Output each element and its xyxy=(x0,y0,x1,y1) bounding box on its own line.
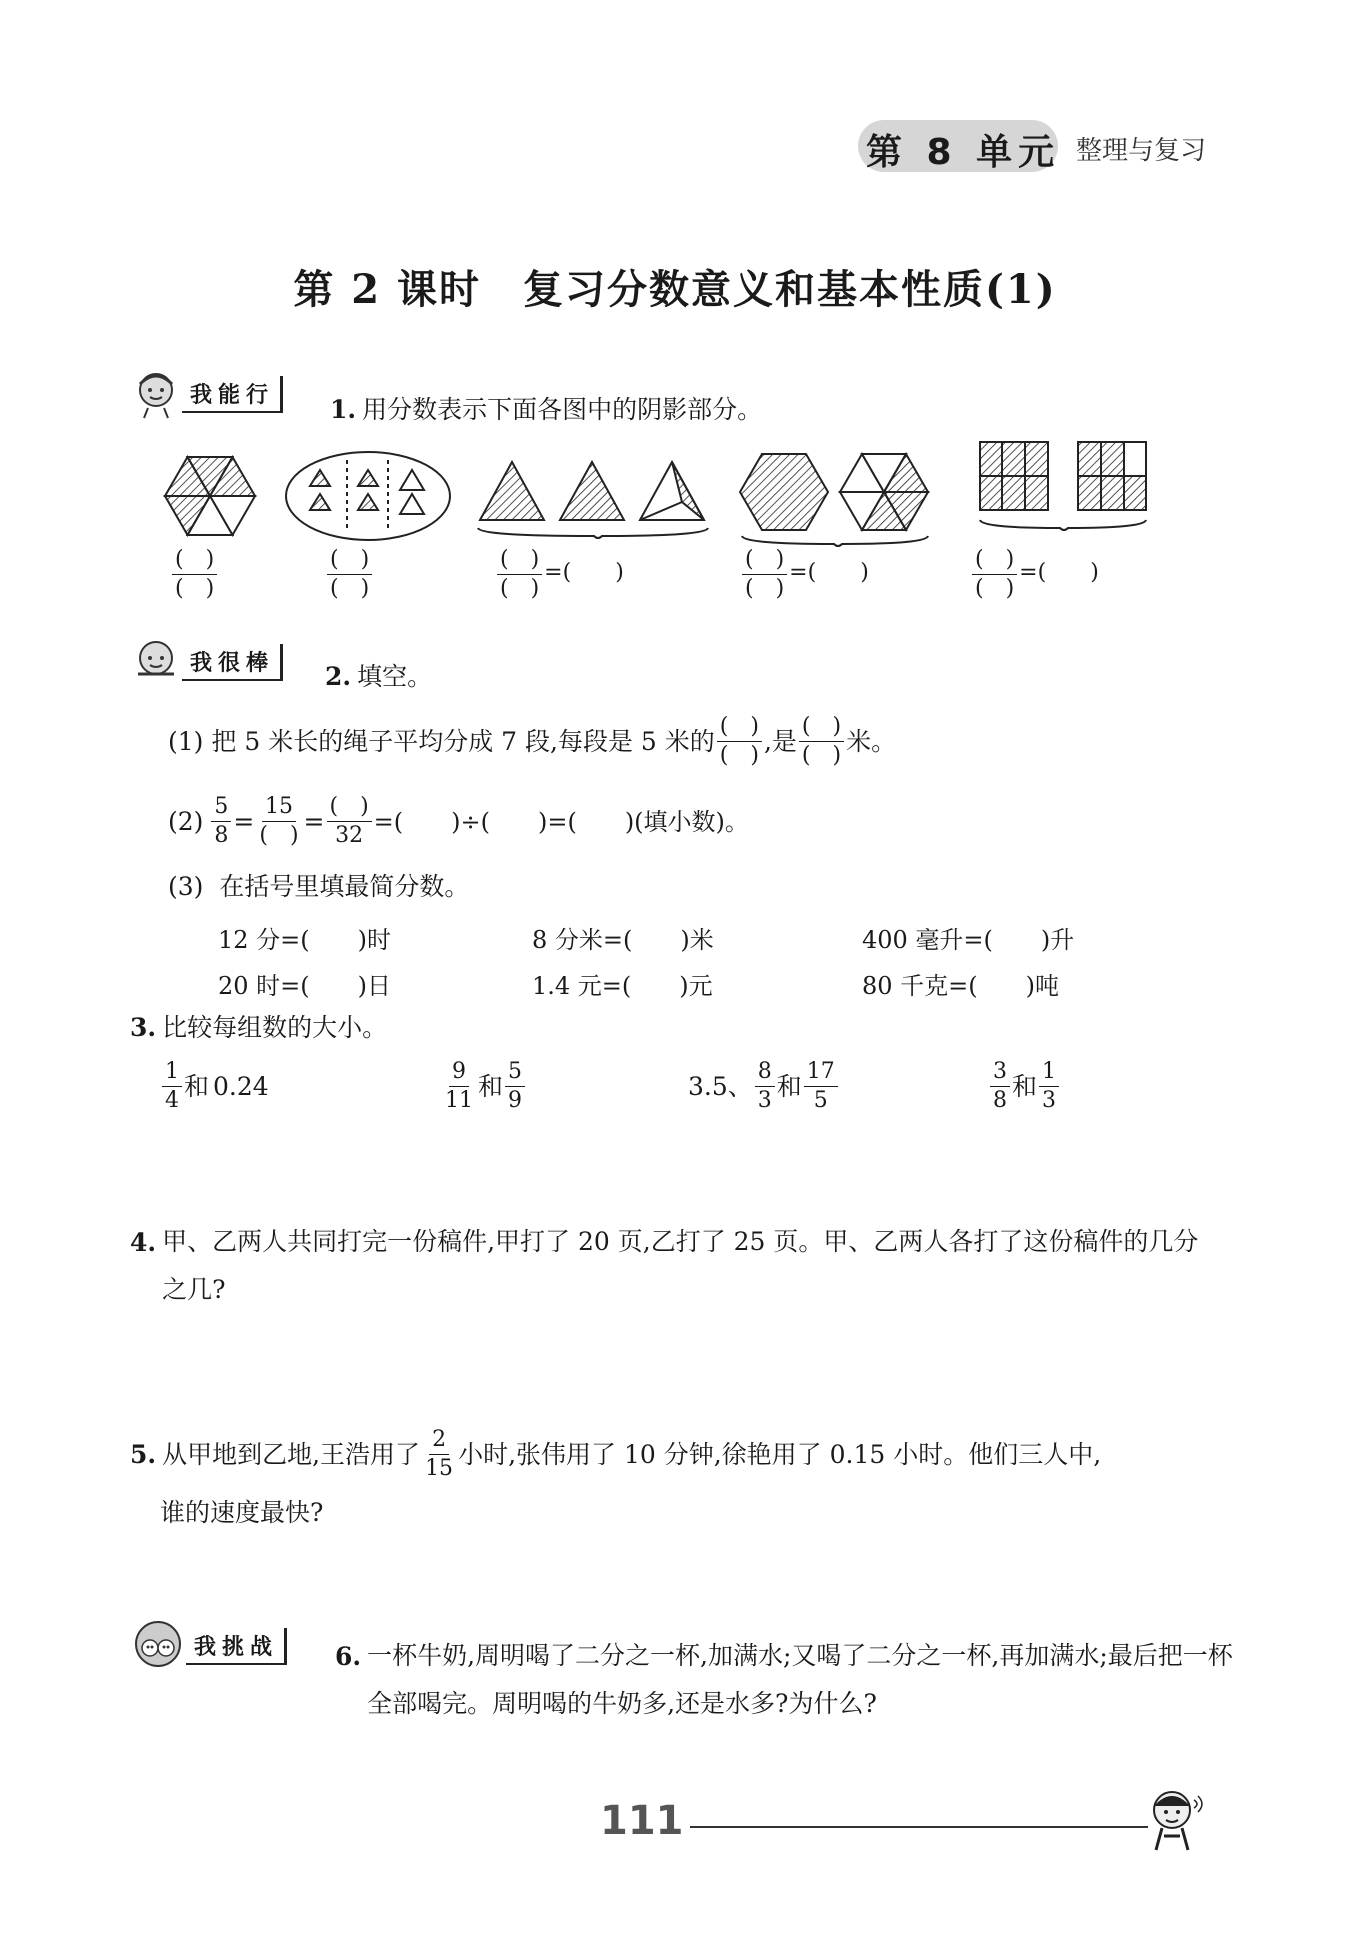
blank[interactable]: ( ) xyxy=(327,795,372,822)
blank[interactable]: ( ) xyxy=(327,548,372,575)
fraction-num: 1 xyxy=(162,1060,182,1087)
part-text: =( )÷( )=( )(填小数)。 xyxy=(373,807,749,836)
question-5-line-2: 谁的速度最快? xyxy=(160,1498,324,1527)
question-number: 3. xyxy=(130,1013,157,1042)
blank[interactable]: ( ) xyxy=(719,743,759,769)
question-4 xyxy=(130,1227,1222,1314)
blank[interactable]: ( ) xyxy=(330,576,370,602)
question-number: 1. xyxy=(330,395,357,424)
equals-blank[interactable]: =( ) xyxy=(544,560,624,586)
compare-group-2 xyxy=(440,1060,527,1113)
compare-group-4 xyxy=(988,1060,1061,1113)
equals-blank[interactable]: =( ) xyxy=(789,560,869,586)
question-2-part-1 xyxy=(168,715,896,768)
figure-three-triangles xyxy=(480,462,704,520)
fraction-den: 32 xyxy=(335,823,364,849)
blank[interactable]: ( ) xyxy=(745,576,785,602)
blank[interactable]: ( ) xyxy=(799,715,844,742)
question-6 xyxy=(335,1641,1247,1728)
question-text: 从甲地到乙地,王浩用了 xyxy=(162,1440,421,1470)
blank[interactable]: ( ) xyxy=(172,548,217,575)
conversion-item[interactable]: 80 千克=( )吨 xyxy=(862,972,1060,1000)
fraction-den: 4 xyxy=(165,1088,179,1114)
fraction-den: 8 xyxy=(993,1088,1007,1114)
and-text: 和 xyxy=(776,1072,802,1102)
unit-subtitle: 整理与复习 xyxy=(1076,136,1207,166)
and-text: 和 xyxy=(478,1072,504,1102)
part-text: 米。 xyxy=(846,727,897,757)
question-number: 2. xyxy=(325,662,352,691)
fraction-num: 9 xyxy=(449,1060,469,1087)
part-label: (2) xyxy=(168,807,204,837)
question-text: 用分数表示下面各图中的阴影部分。 xyxy=(362,395,763,424)
figure-hexagon-a xyxy=(165,457,255,535)
unit-title: 第 8 单元 xyxy=(866,132,1061,173)
question-2-part-3 xyxy=(168,874,469,899)
page-number: 111 xyxy=(600,1798,684,1844)
question-2-part-2: (2) $\frac{5}{8}$ = $\frac{15}{( )}$ = $\frac{( )}{32}$ =( )÷( )=( )(填小数)。 xyxy=(168,794,749,849)
conversion-item[interactable]: 8 分米=( )米 xyxy=(532,926,714,954)
question-number: 4. xyxy=(130,1228,157,1257)
question-2 xyxy=(325,664,432,689)
fraction-den: 9 xyxy=(508,1088,523,1114)
question-number: 5. xyxy=(130,1440,157,1470)
compare-group-3 xyxy=(688,1060,840,1113)
compare-group-1 xyxy=(160,1060,269,1113)
fraction-num: 1 xyxy=(1039,1060,1059,1087)
section-badge-challenge xyxy=(130,1618,287,1674)
question-text: 小时,张伟用了 10 分钟,徐艳用了 0.15 小时。他们三人中, xyxy=(458,1440,1102,1470)
fraction-den: 3 xyxy=(1042,1088,1057,1114)
conversion-item[interactable]: 400 毫升=( )升 xyxy=(862,926,1075,954)
part-label: (3) xyxy=(168,872,204,901)
fraction-den: 15 xyxy=(425,1456,454,1482)
question-5 xyxy=(130,1428,1101,1481)
blank[interactable]: ( ) xyxy=(717,715,762,742)
blank[interactable]: ( ) xyxy=(801,743,842,769)
and-text: 和 xyxy=(184,1072,210,1102)
decimal-value: 3.5、 xyxy=(688,1072,753,1102)
fraction-num: 5 xyxy=(505,1060,525,1087)
blank[interactable]: ( ) xyxy=(975,576,1015,602)
part-label: (1) xyxy=(168,727,204,757)
question-text: 甲、乙两人共同打完一份稿件,甲打了 20 页,乙打了 25 页。甲、乙两人各打了这份稿件的几分之几? xyxy=(162,1227,1199,1304)
blank[interactable]: ( ) xyxy=(500,576,540,602)
kids-mascot-icon xyxy=(130,1618,186,1674)
fraction-den: 3 xyxy=(757,1088,772,1114)
question-3 xyxy=(130,1015,387,1040)
answer-b xyxy=(325,548,374,601)
question-1 xyxy=(330,397,762,422)
figure-two-hexagons xyxy=(740,454,928,530)
fraction-num: 15 xyxy=(262,795,296,822)
fraction-den: 11 xyxy=(445,1088,473,1114)
blank[interactable]: ( ) xyxy=(497,548,542,575)
answer-a xyxy=(170,548,219,601)
fraction-den: 8 xyxy=(214,823,229,849)
girl-mascot-icon xyxy=(130,636,182,688)
conversion-item[interactable]: 1.4 元=( )元 xyxy=(532,972,713,1000)
figure-ellipse-triangles xyxy=(286,452,450,540)
figure-two-grids xyxy=(980,442,1146,510)
section-badge-basic xyxy=(130,368,283,420)
fraction-num: 8 xyxy=(755,1060,775,1087)
and-text: 和 xyxy=(1012,1072,1038,1102)
fraction-num: 17 xyxy=(804,1060,838,1087)
fraction-den: 5 xyxy=(813,1088,828,1114)
section-badge-good xyxy=(130,636,283,688)
blank[interactable]: ( ) xyxy=(259,823,299,849)
part-text: 把 5 米长的绳子平均分成 7 段,每段是 5 米的 xyxy=(211,727,715,757)
decimal-value: 0.24 xyxy=(213,1072,269,1102)
section-label: 我很棒 xyxy=(182,644,283,681)
footer-rule xyxy=(690,1826,1148,1828)
question-text: 填空。 xyxy=(357,662,433,691)
fraction-num: 2 xyxy=(429,1428,449,1455)
answer-c xyxy=(495,548,624,601)
answer-e xyxy=(970,548,1099,601)
part-text: ,是 xyxy=(763,727,797,757)
lesson-title: 第 2 课时 复习分数意义和基本性质(1) xyxy=(293,266,1057,313)
section-label: 我能行 xyxy=(182,376,283,413)
question-number: 6. xyxy=(335,1642,362,1671)
question-text: 一杯牛奶,周明喝了二分之一杯,加满水;又喝了二分之一杯,再加满水;最后把一杯全部喝完。周明喝的牛奶多,还是水多?为什么? xyxy=(367,1641,1233,1718)
boy-mascot-icon xyxy=(1142,1786,1210,1858)
blank[interactable]: ( ) xyxy=(742,548,787,575)
part-text: 在括号里填最简分数。 xyxy=(219,872,470,901)
fraction-num: 3 xyxy=(990,1060,1010,1087)
section-label: 我挑战 xyxy=(186,1628,287,1665)
question-text: 比较每组数的大小。 xyxy=(162,1013,388,1042)
conversion-item[interactable]: 12 分=( )时 xyxy=(218,926,392,954)
answer-d xyxy=(740,548,869,601)
blank[interactable]: ( ) xyxy=(972,548,1017,575)
girl-mascot-icon xyxy=(130,368,182,420)
fraction-num: 5 xyxy=(211,795,231,822)
equals-blank[interactable]: =( ) xyxy=(1019,560,1099,586)
blank[interactable]: ( ) xyxy=(175,576,215,602)
conversion-item[interactable]: 20 时=( )日 xyxy=(218,972,392,1000)
